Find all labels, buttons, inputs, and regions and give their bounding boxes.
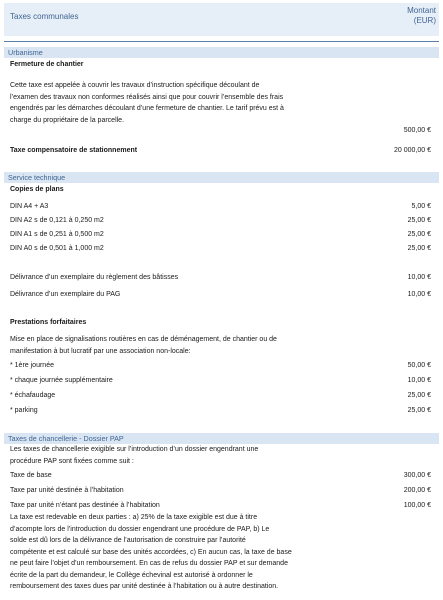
- fermeture-description: Cette taxe est appelée à couvrir les travaux d’instruction spécifique découlant de l’examen des travaux non conformes réalisés ainsi que pour couvrir l’ensemble des frais engendrés par les démarches découlant d’une fermeture de chantier. Le tarif prévu est à charge du propriétaire de la parcelle.: [10, 82, 284, 124]
- stationnement-amount: 20 000,00 €: [394, 147, 431, 154]
- copies-row-amount: 5,00 €: [411, 203, 431, 210]
- copies-row-amount: 25,00 €: [407, 231, 431, 238]
- chancellerie-footer: La taxe est redevable en deux parties : a) 25% de la taxe exigible est due à titre d’acompte lors de l’introduction du dossier engendrant une procédure de PAP, b) Le solde est dû lors de la délivrance de l’autorisation de construire par l’autorité compétente et est calculé sur base des unités accordées, c) En aucun cas, la taxe de base ne peut faire l’objet d’un remboursement. En cas de refus du dossier PAP et sur demande écrite de la part du demandeur, le Collège échevinal est autorisé à ordonner le remboursement des taxes dues par unité destinée à l’habitation ou à autre destination.: [10, 514, 292, 590]
- prestation-row-amount: 50,00 €: [407, 362, 431, 369]
- copies-row-label: DIN A1 s de 0,251 à 0,500 m2: [10, 231, 104, 238]
- chancellerie-row-amount: 200,00 €: [403, 487, 431, 494]
- prestations-title: Prestations forfaitaires: [10, 319, 87, 326]
- header-title: Taxes communales: [10, 12, 79, 21]
- chancellerie-intro: Les taxes de chancellerie exigible sur l’introduction d’un dossier engendrant une procédure PAP sont fixées comme suit :: [10, 446, 259, 465]
- fermeture-amount: 500,00 €: [403, 127, 431, 134]
- prestation-row-label: * 1ère journée: [10, 362, 54, 369]
- delivrance-row-label: Délivrance d’un exemplaire du règlement des bâtisses: [10, 274, 179, 281]
- fermeture-title: Fermeture de chantier: [10, 61, 84, 68]
- prestation-row-amount: 25,00 €: [407, 392, 431, 399]
- header-amount: Montant (EUR): [407, 6, 436, 25]
- copies-row-label: DIN A2 s de 0,121 à 0,250 m2: [10, 217, 104, 224]
- copies-row-amount: 25,00 €: [407, 245, 431, 252]
- section-urbanisme: Urbanisme: [4, 47, 439, 58]
- prestation-row-label: * parking: [10, 407, 38, 414]
- chancellerie-row-amount: 300,00 €: [403, 472, 431, 479]
- header-divider: [4, 41, 439, 42]
- chancellerie-row-label: Taxe de base: [10, 472, 52, 479]
- prestation-row-amount: 10,00 €: [407, 377, 431, 384]
- copies-row-label: DIN A0 s de 0,501 à 1,000 m2: [10, 245, 104, 252]
- table-header: [4, 3, 439, 36]
- chancellerie-row-amount: 100,00 €: [403, 502, 431, 509]
- chancellerie-row-label: Taxe par unité destinée à l’habitation: [10, 487, 124, 494]
- prestation-row-label: * chaque journée supplémentaire: [10, 377, 113, 384]
- prestation-row-label: * échafaudage: [10, 392, 56, 399]
- chancellerie-row-label: Taxe par unité n’étant pas destinée à l’habitation: [10, 502, 160, 509]
- delivrance-row-amount: 10,00 €: [407, 291, 431, 298]
- prestations-description: Mise en place de signalisations routières en cas de déménagement, de chantier ou de manifestation à but lucratif par une association non-locale:: [10, 336, 277, 355]
- stationnement-label: Taxe compensatoire de stationnement: [10, 147, 138, 154]
- delivrance-row-label: Délivrance d’un exemplaire du PAG: [10, 291, 121, 298]
- copies-row-label: DIN A4 + A3: [10, 203, 49, 210]
- copies-title: Copies de plans: [10, 186, 64, 193]
- prestation-row-amount: 25,00 €: [407, 407, 431, 414]
- copies-row-amount: 25,00 €: [407, 217, 431, 224]
- section-chancellerie: Taxes de chancellerie - Dossier PAP: [4, 433, 439, 444]
- delivrance-row-amount: 10,00 €: [407, 274, 431, 281]
- section-service-technique: Service technique: [4, 172, 439, 183]
